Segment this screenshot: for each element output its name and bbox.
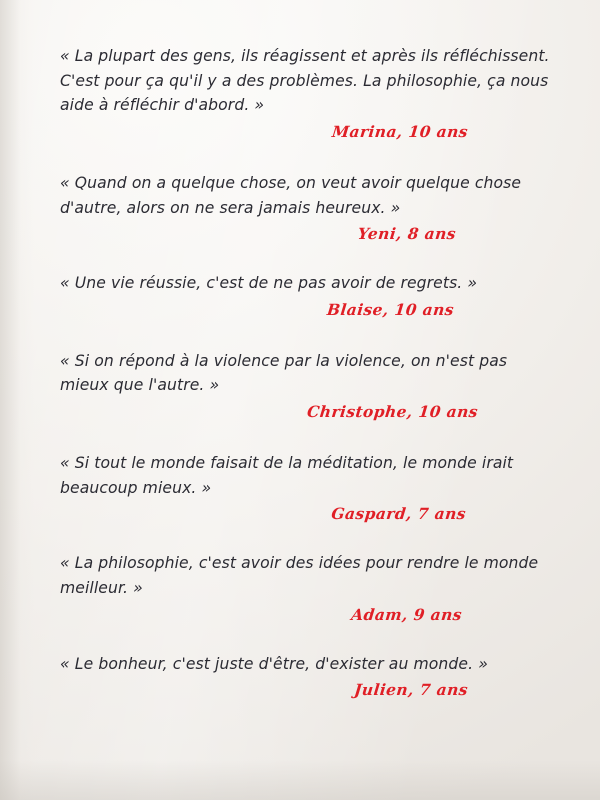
quote-attribution [59,680,555,699]
quote-author: Adam, 9 ans [350,604,463,624]
quote-attribution [59,605,555,624]
quote-block [60,551,554,623]
quote-author: Marina, 10 ans [331,121,469,141]
quote-block [60,349,554,421]
quote-text: « Si on répond à la violence par la violence, on n'est pas mieux que l'autre. » [60,351,508,395]
quote-text: « Le bonheur, c'est juste d'être, d'exister au monde. » [60,654,488,673]
quote-author: Julien, 7 ans [353,680,469,700]
quote-text: « Quand on a quelque chose, on veut avoir quelque chose d'autre, alors on ne sera jamais heureux. » [60,173,522,217]
quote-author: Yeni, 8 ans [356,224,457,244]
quote-text: « La plupart des gens, ils réagissent et après ils réfléchissent. C'est pour ça qu'il y a des problèmes. La philosophie, ça nous aide à réfléchir d'abord. » [60,47,550,115]
quote-attribution [59,122,555,141]
quote-block [60,44,554,141]
quote-block [60,271,554,319]
quote-attribution [59,504,555,523]
quote-text: « Si tout le monde faisait de la méditation, le monde irait beaucoup mieux. » [60,454,514,497]
quote-block [60,171,554,243]
quote-author: Christophe, 10 ans [306,402,479,421]
quote-attribution [59,224,555,243]
quote-author: Gaspard, 7 ans [330,504,467,524]
quote-text: « Une vie réussie, c'est de ne pas avoir de regrets. » [60,274,478,293]
quote-attribution [59,402,555,421]
quote-attribution [59,300,555,319]
quote-author: Blaise, 10 ans [326,299,455,319]
quote-block [60,451,554,523]
quote-text: « La philosophie, c'est avoir des idées pour rendre le monde meilleur. » [60,554,539,597]
quote-block [60,652,554,700]
